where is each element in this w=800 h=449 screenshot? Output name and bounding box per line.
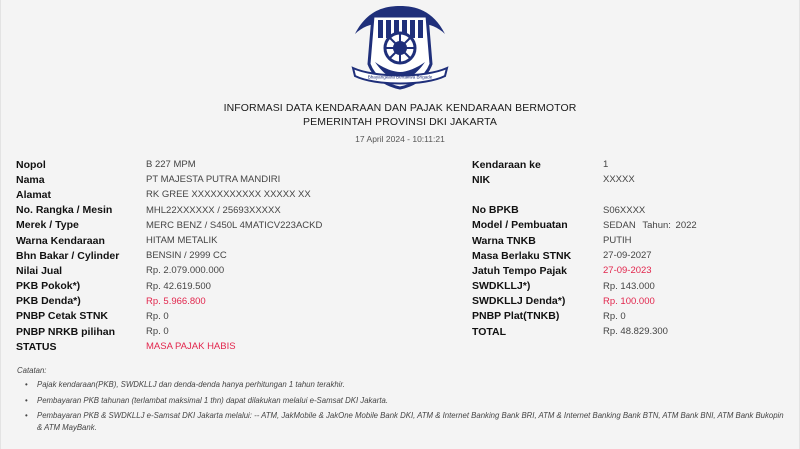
value-pnbp-nrkb: Rp. 0: [146, 326, 169, 338]
row-pnbp-stnk: [16, 309, 436, 324]
value-nama: PT MAJESTA PUTRA MANDIRI: [146, 174, 281, 186]
value-jatuh-tempo: 27-09-2023: [603, 265, 652, 277]
label-swdkllj: SWDKLLJ*): [472, 280, 531, 293]
row-jatuh-tempo: [472, 263, 792, 278]
label-nama: Nama: [16, 173, 45, 186]
label-nik: NIK: [472, 173, 491, 186]
row-swdkllj: [472, 279, 792, 294]
label-masa-stnk: Masa Berlaku STNK: [472, 249, 572, 262]
police-emblem-logo: [345, 4, 455, 92]
logo: [1, 4, 799, 92]
value-pkb-denda: Rp. 5.966.800: [146, 295, 206, 307]
row-masa-stnk: [472, 248, 792, 263]
left-info-column: [16, 157, 436, 354]
label-pkb-denda: PKB Denda*): [16, 295, 81, 308]
row-tnkb: [472, 233, 792, 248]
label-pnbp-stnk: PNBP Cetak STNK: [16, 310, 108, 323]
value-nik: XXXXX: [603, 174, 635, 186]
row-nilai-jual: [16, 263, 436, 278]
logo-ribbon-text: Bhayangkara Bertakwa Brigade: [367, 74, 433, 80]
value-masa-stnk: 27-09-2027: [603, 250, 652, 262]
row-kendaraan-ke: [472, 157, 792, 172]
value-model-type: SEDAN: [603, 219, 636, 231]
value-model: [603, 220, 697, 231]
label-pkb-pokok: PKB Pokok*): [16, 280, 81, 293]
label-pnbp-plat: PNBP Plat(TNKB): [472, 310, 560, 323]
notes-section: [17, 366, 787, 437]
row-model: [472, 218, 792, 233]
row-empty-spacer: [472, 187, 792, 202]
row-rangka: [16, 203, 436, 218]
value-pnbp-stnk: Rp. 0: [146, 310, 169, 322]
value-pkb-pokok: Rp. 42.619.500: [146, 280, 211, 292]
row-pnbp-nrkb: [16, 324, 436, 339]
value-rangka: MHL22XXXXXX / 25693XXXXX: [146, 204, 281, 216]
value-pnbp-plat: Rp. 0: [603, 310, 626, 322]
value-alamat: RK GREE XXXXXXXXXXX XXXXX XX: [146, 189, 311, 201]
row-nopol: [16, 157, 436, 172]
label-jatuh-tempo: Jatuh Tempo Pajak: [472, 264, 567, 277]
value-swdkllj-denda: Rp. 100.000: [603, 295, 655, 307]
list-item: • Pajak kendaraan(PKB), SWDKLLJ dan denda-denda hanya perhitungan 1 tahun terakhir.: [35, 379, 787, 391]
row-alamat: [16, 187, 436, 202]
row-warna: [16, 233, 436, 248]
value-tahun-label: Tahun:: [642, 219, 671, 231]
page-title: [1, 101, 799, 129]
value-swdkllj: Rp. 143.000: [603, 280, 655, 292]
row-pkb-denda: [16, 294, 436, 309]
notes-list: [17, 379, 787, 433]
label-rangka: No. Rangka / Mesin: [16, 204, 113, 217]
value-merek: MERC BENZ / S450L 4MATICV223ACKD: [146, 219, 323, 231]
label-model: Model / Pembuatan: [472, 219, 568, 232]
value-nopol: B 227 MPM: [146, 159, 196, 171]
label-kendaraan-ke: Kendaraan ke: [472, 158, 541, 171]
label-tnkb: Warna TNKB: [472, 234, 536, 247]
page-title-line1: INFORMASI DATA KENDARAAN DAN PAJAK KENDARAAN BERMOTOR: [223, 102, 577, 114]
row-nik: [472, 172, 792, 187]
page-title-line2: PEMERINTAH PROVINSI DKI JAKARTA: [303, 116, 497, 128]
list-item: • Pembayaran PKB tahunan (terlambat maksimal 1 thn) dapat dilakukan melalui e-Samsat DKI Jakarta.: [35, 395, 787, 407]
label-warna: Warna Kendaraan: [16, 234, 105, 247]
label-pnbp-nrkb: PNBP NRKB pilihan: [16, 325, 115, 338]
timestamp: 17 April 2024 - 10:11:21: [355, 134, 445, 144]
value-tahun: 2022: [675, 219, 697, 231]
row-bpkb: [472, 203, 792, 218]
label-swdkllj-denda: SWDKLLJ Denda*): [472, 295, 566, 308]
row-pnbp-plat: [472, 309, 792, 324]
label-nopol: Nopol: [16, 158, 46, 171]
row-status: [16, 339, 436, 354]
label-status: STATUS: [16, 340, 57, 353]
label-merek: Merek / Type: [16, 219, 79, 232]
value-kendaraan-ke: 1: [603, 159, 609, 171]
value-warna: HITAM METALIK: [146, 235, 218, 247]
row-merek: [16, 218, 436, 233]
row-swdkllj-denda: [472, 294, 792, 309]
row-nama: [16, 172, 436, 187]
status-badge: MASA PAJAK HABIS: [146, 341, 236, 353]
row-pkb-pokok: [16, 279, 436, 294]
list-item: • Pembayaran PKB & SWDKLLJ e-Samsat DKI Jakarta melalui: -- ATM, JakMobile & JakOne Mobile Bank DKI, ATM & Internet Banking Bank BRI, ATM & Internet Banking Bank BTN, ATM Bank BNI, ATM Bank Bukopin & ATM MayBank.: [35, 410, 787, 433]
right-info-column: [472, 157, 792, 339]
row-total: [472, 324, 792, 339]
value-tnkb: PUTIH: [603, 235, 632, 247]
value-bpkb: S06XXXX: [603, 204, 646, 216]
value-total: Rp. 48.829.300: [603, 326, 668, 338]
value-nilai-jual: Rp. 2.079.000.000: [146, 265, 225, 277]
label-alamat: Alamat: [16, 188, 52, 201]
notes-heading: Catatan:: [17, 366, 47, 375]
row-bbm: [16, 248, 436, 263]
label-bbm: Bhn Bakar / Cylinder: [16, 249, 120, 262]
label-nilai-jual: Nilai Jual: [16, 264, 63, 277]
label-bpkb: No BPKB: [472, 204, 519, 217]
value-bbm: BENSIN / 2999 CC: [146, 250, 227, 262]
label-total: TOTAL: [472, 325, 507, 338]
